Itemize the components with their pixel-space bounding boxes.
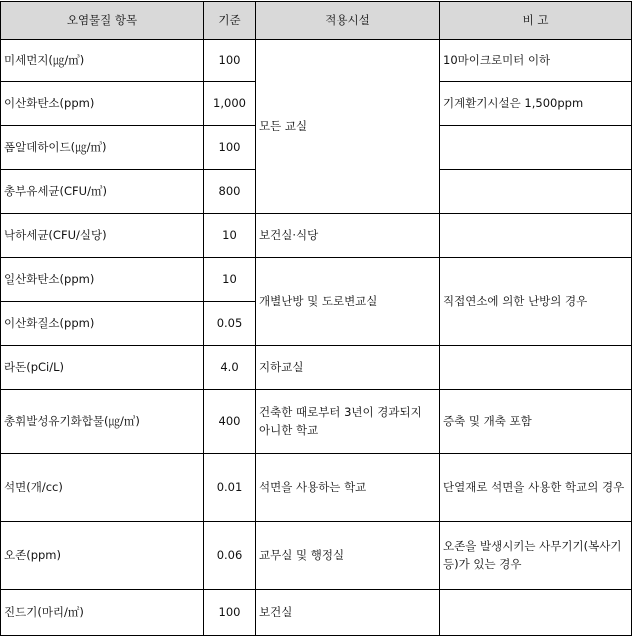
item-cell: 석면(개/cc) — [1, 454, 204, 522]
header-note: 비 고 — [440, 2, 632, 40]
item-cell: 미세먼지(㎍/㎥) — [1, 40, 204, 82]
standard-cell: 0.06 — [204, 522, 256, 590]
standard-cell: 400 — [204, 390, 256, 454]
standard-cell: 4.0 — [204, 346, 256, 390]
standard-cell: 100 — [204, 590, 256, 636]
header-facility: 적용시설 — [256, 2, 440, 40]
standard-cell: 10 — [204, 258, 256, 302]
standard-cell: 100 — [204, 40, 256, 82]
facility-cell: 건축한 때로부터 3년이 경과되지 아니한 학교 — [256, 390, 440, 454]
standard-cell: 100 — [204, 126, 256, 170]
standard-cell: 0.05 — [204, 302, 256, 346]
facility-cell: 보건실 — [256, 590, 440, 636]
item-cell: 낙하세균(CFU/실당) — [1, 214, 204, 258]
item-cell: 총휘발성유기화합물(㎍/㎥) — [1, 390, 204, 454]
table-row — [1, 40, 632, 82]
table-row — [1, 522, 632, 590]
item-cell: 이산화탄소(ppm) — [1, 82, 204, 126]
item-cell: 총부유세균(CFU/㎥) — [1, 170, 204, 214]
air-quality-standards-table — [0, 1, 632, 636]
standard-cell: 0.01 — [204, 454, 256, 522]
item-cell: 이산화질소(ppm) — [1, 302, 204, 346]
header-row — [1, 2, 632, 40]
note-cell: 기계환기시설은 1,500ppm — [440, 82, 632, 126]
table-row — [1, 346, 632, 390]
facility-cell: 모든 교실 — [256, 40, 440, 214]
table-row — [1, 454, 632, 522]
note-cell — [440, 214, 632, 258]
note-cell: 직접연소에 의한 난방의 경우 — [440, 258, 632, 346]
facility-cell: 교무실 및 행정실 — [256, 522, 440, 590]
note-cell — [440, 170, 632, 214]
facility-cell: 석면을 사용하는 학교 — [256, 454, 440, 522]
item-cell: 진드기(마리/㎡) — [1, 590, 204, 636]
note-cell — [440, 126, 632, 170]
table-row — [1, 258, 632, 302]
note-cell: 오존을 발생시키는 사무기기(복사기 등)가 있는 경우 — [440, 522, 632, 590]
note-cell: 10마이크로미터 이하 — [440, 40, 632, 82]
note-cell: 단열재로 석면을 사용한 학교의 경우 — [440, 454, 632, 522]
note-cell — [440, 346, 632, 390]
facility-cell: 지하교실 — [256, 346, 440, 390]
standard-cell: 1,000 — [204, 82, 256, 126]
note-cell: 증축 및 개축 포함 — [440, 390, 632, 454]
table-row — [1, 214, 632, 258]
item-cell: 라돈(pCi/L) — [1, 346, 204, 390]
table-row — [1, 590, 632, 636]
standard-cell: 800 — [204, 170, 256, 214]
standard-cell: 10 — [204, 214, 256, 258]
note-cell — [440, 590, 632, 636]
header-standard: 기준 — [204, 2, 256, 40]
header-item: 오염물질 항목 — [1, 2, 204, 40]
facility-cell: 개별난방 및 도로변교실 — [256, 258, 440, 346]
item-cell: 오존(ppm) — [1, 522, 204, 590]
item-cell: 일산화탄소(ppm) — [1, 258, 204, 302]
item-cell: 폼알데하이드(㎍/㎥) — [1, 126, 204, 170]
facility-cell: 보건실·식당 — [256, 214, 440, 258]
table-row — [1, 390, 632, 454]
